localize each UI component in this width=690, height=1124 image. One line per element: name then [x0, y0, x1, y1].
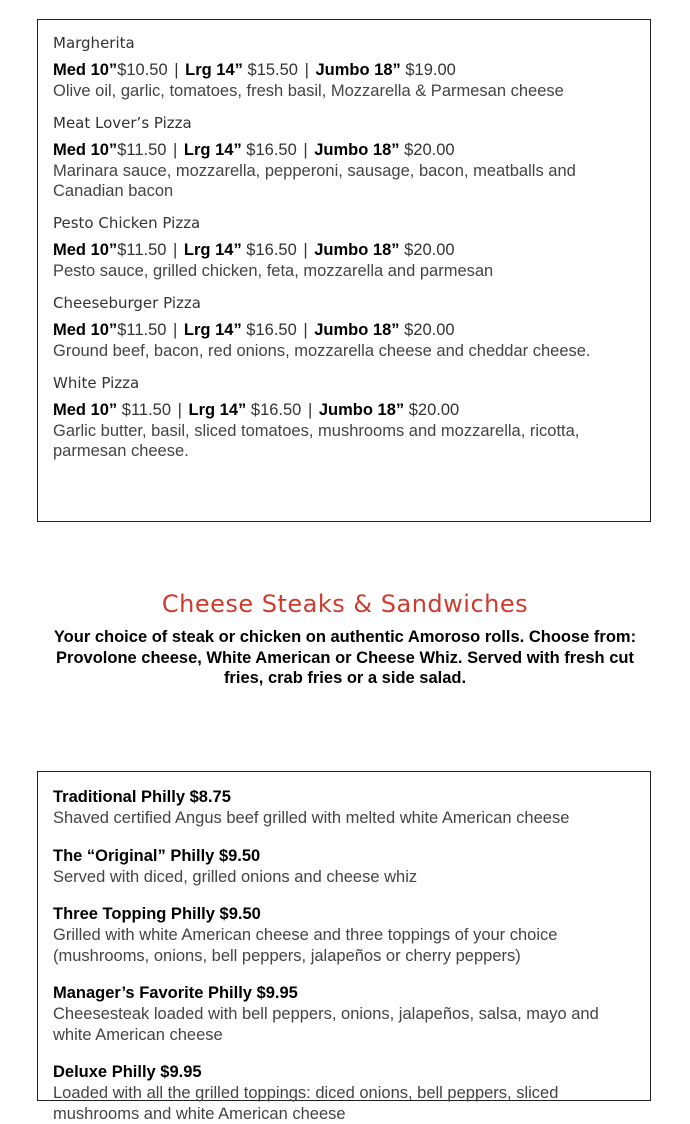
- menu-item-original-philly: [53, 846, 635, 888]
- size-label: Jumbo 18”: [314, 241, 400, 259]
- item-description: Olive oil, garlic, tomatoes, fresh basil, Mozzarella & Parmesan cheese: [53, 82, 564, 100]
- menu-item-traditional-philly: [53, 787, 635, 829]
- size-label: Jumbo 18”: [315, 61, 401, 79]
- price: $11.50: [117, 321, 167, 339]
- size-label: Med 10”: [53, 61, 118, 79]
- size-label: Lrg 14”: [185, 61, 243, 79]
- sandwich-menu-box: [37, 771, 651, 1123]
- price: $11.50: [117, 141, 167, 159]
- item-description: Garlic butter, basil, sliced tomatoes, mushrooms and mozzarella, ricotta, parmesan cheese.: [53, 422, 580, 460]
- pizza-name: Cheeseburger Pizza: [53, 294, 201, 312]
- item-description: Shaved certified Angus beef grilled with melted white American cheese: [53, 809, 570, 827]
- separator: |: [173, 141, 178, 159]
- sandwich-name: Deluxe Philly $9.95: [53, 1063, 202, 1081]
- separator: |: [304, 61, 309, 79]
- size-label: Jumbo 18”: [314, 141, 400, 159]
- item-description: Ground beef, bacon, red onions, mozzarella cheese and cheddar cheese.: [53, 342, 591, 360]
- pizza-name: Pesto Chicken Pizza: [53, 214, 201, 232]
- menu-item-white-pizza: [53, 374, 635, 461]
- separator: |: [174, 61, 179, 79]
- price: $15.50: [247, 61, 298, 79]
- size-label: Med 10”: [53, 141, 118, 159]
- menu-item-deluxe-philly: [53, 1062, 635, 1124]
- price: $11.50: [117, 241, 167, 259]
- item-description: Cheesesteak loaded with bell peppers, onions, jalapeños, salsa, mayo and white American cheese: [53, 1005, 599, 1044]
- price-line: [53, 400, 635, 420]
- size-label: Med 10”: [53, 321, 118, 339]
- price: $19.00: [405, 61, 456, 79]
- size-label: Lrg 14”: [183, 321, 242, 339]
- item-description: Pesto sauce, grilled chicken, feta, mozzarella and parmesan: [53, 262, 494, 280]
- section-intro: Your choice of steak or chicken on authentic Amoroso rolls. Choose from: Provolone cheese, White American or Cheese Whiz. Served with fresh cut fries, crab fries or a side salad.: [53, 628, 637, 687]
- price: $20.00: [404, 141, 455, 159]
- sandwich-name: Manager’s Favorite Philly $9.95: [53, 984, 298, 1002]
- size-label: Lrg 14”: [183, 141, 242, 159]
- separator: |: [307, 401, 313, 419]
- price-line: [53, 240, 635, 260]
- size-label: Lrg 14”: [183, 241, 242, 259]
- separator: |: [303, 241, 308, 259]
- size-label: Med 10”: [53, 401, 118, 419]
- price: $16.50: [246, 241, 297, 259]
- item-description: Loaded with all the grilled toppings: diced onions, bell peppers, sliced mushrooms and white American cheese: [53, 1084, 559, 1123]
- price: $16.50: [246, 141, 297, 159]
- section-title: Cheese Steaks & Sandwiches: [161, 590, 529, 618]
- size-label: Med 10”: [53, 241, 118, 259]
- menu-item-meat-lovers: [53, 114, 635, 201]
- item-description: Marinara sauce, mozzarella, pepperoni, sausage, bacon, meatballs and Canadian bacon: [53, 162, 576, 200]
- sandwich-name: Traditional Philly $8.75: [53, 788, 231, 806]
- pizza-menu-box: [37, 19, 651, 522]
- menu-item-cheeseburger: [53, 294, 635, 361]
- price: $20.00: [404, 241, 455, 259]
- price-line: [53, 140, 635, 160]
- size-label: Lrg 14”: [188, 401, 247, 419]
- price: $16.50: [250, 401, 302, 419]
- item-description: Served with diced, grilled onions and cheese whiz: [53, 867, 418, 886]
- menu-item-margherita: [53, 34, 635, 101]
- sandwich-name: The “Original” Philly $9.50: [53, 846, 261, 865]
- menu-item-managers-favorite-philly: [53, 983, 635, 1045]
- price-line: [53, 60, 635, 80]
- menu-item-three-topping-philly: [53, 904, 635, 966]
- separator: |: [303, 141, 308, 159]
- price: $20.00: [404, 321, 455, 339]
- separator: |: [173, 321, 178, 339]
- price: $11.50: [121, 401, 172, 419]
- menu-item-pesto-chicken: [53, 214, 635, 281]
- price: $10.50: [117, 61, 168, 79]
- price: $20.00: [408, 401, 460, 419]
- pizza-name: White Pizza: [53, 374, 140, 392]
- separator: |: [177, 401, 182, 419]
- sandwich-name: Three Topping Philly $9.50: [53, 905, 261, 923]
- item-description: Grilled with white American cheese and three toppings of your choice (mushrooms, onions, bell peppers, jalapeños or cherry peppers): [53, 926, 558, 965]
- pizza-name: Margherita: [53, 34, 135, 52]
- separator: |: [303, 321, 308, 339]
- pizza-name: Meat Lover’s Pizza: [53, 114, 192, 132]
- size-label: Jumbo 18”: [318, 401, 405, 419]
- size-label: Jumbo 18”: [314, 321, 400, 339]
- separator: |: [173, 241, 178, 259]
- price: $16.50: [246, 321, 297, 339]
- price-line: [53, 320, 635, 340]
